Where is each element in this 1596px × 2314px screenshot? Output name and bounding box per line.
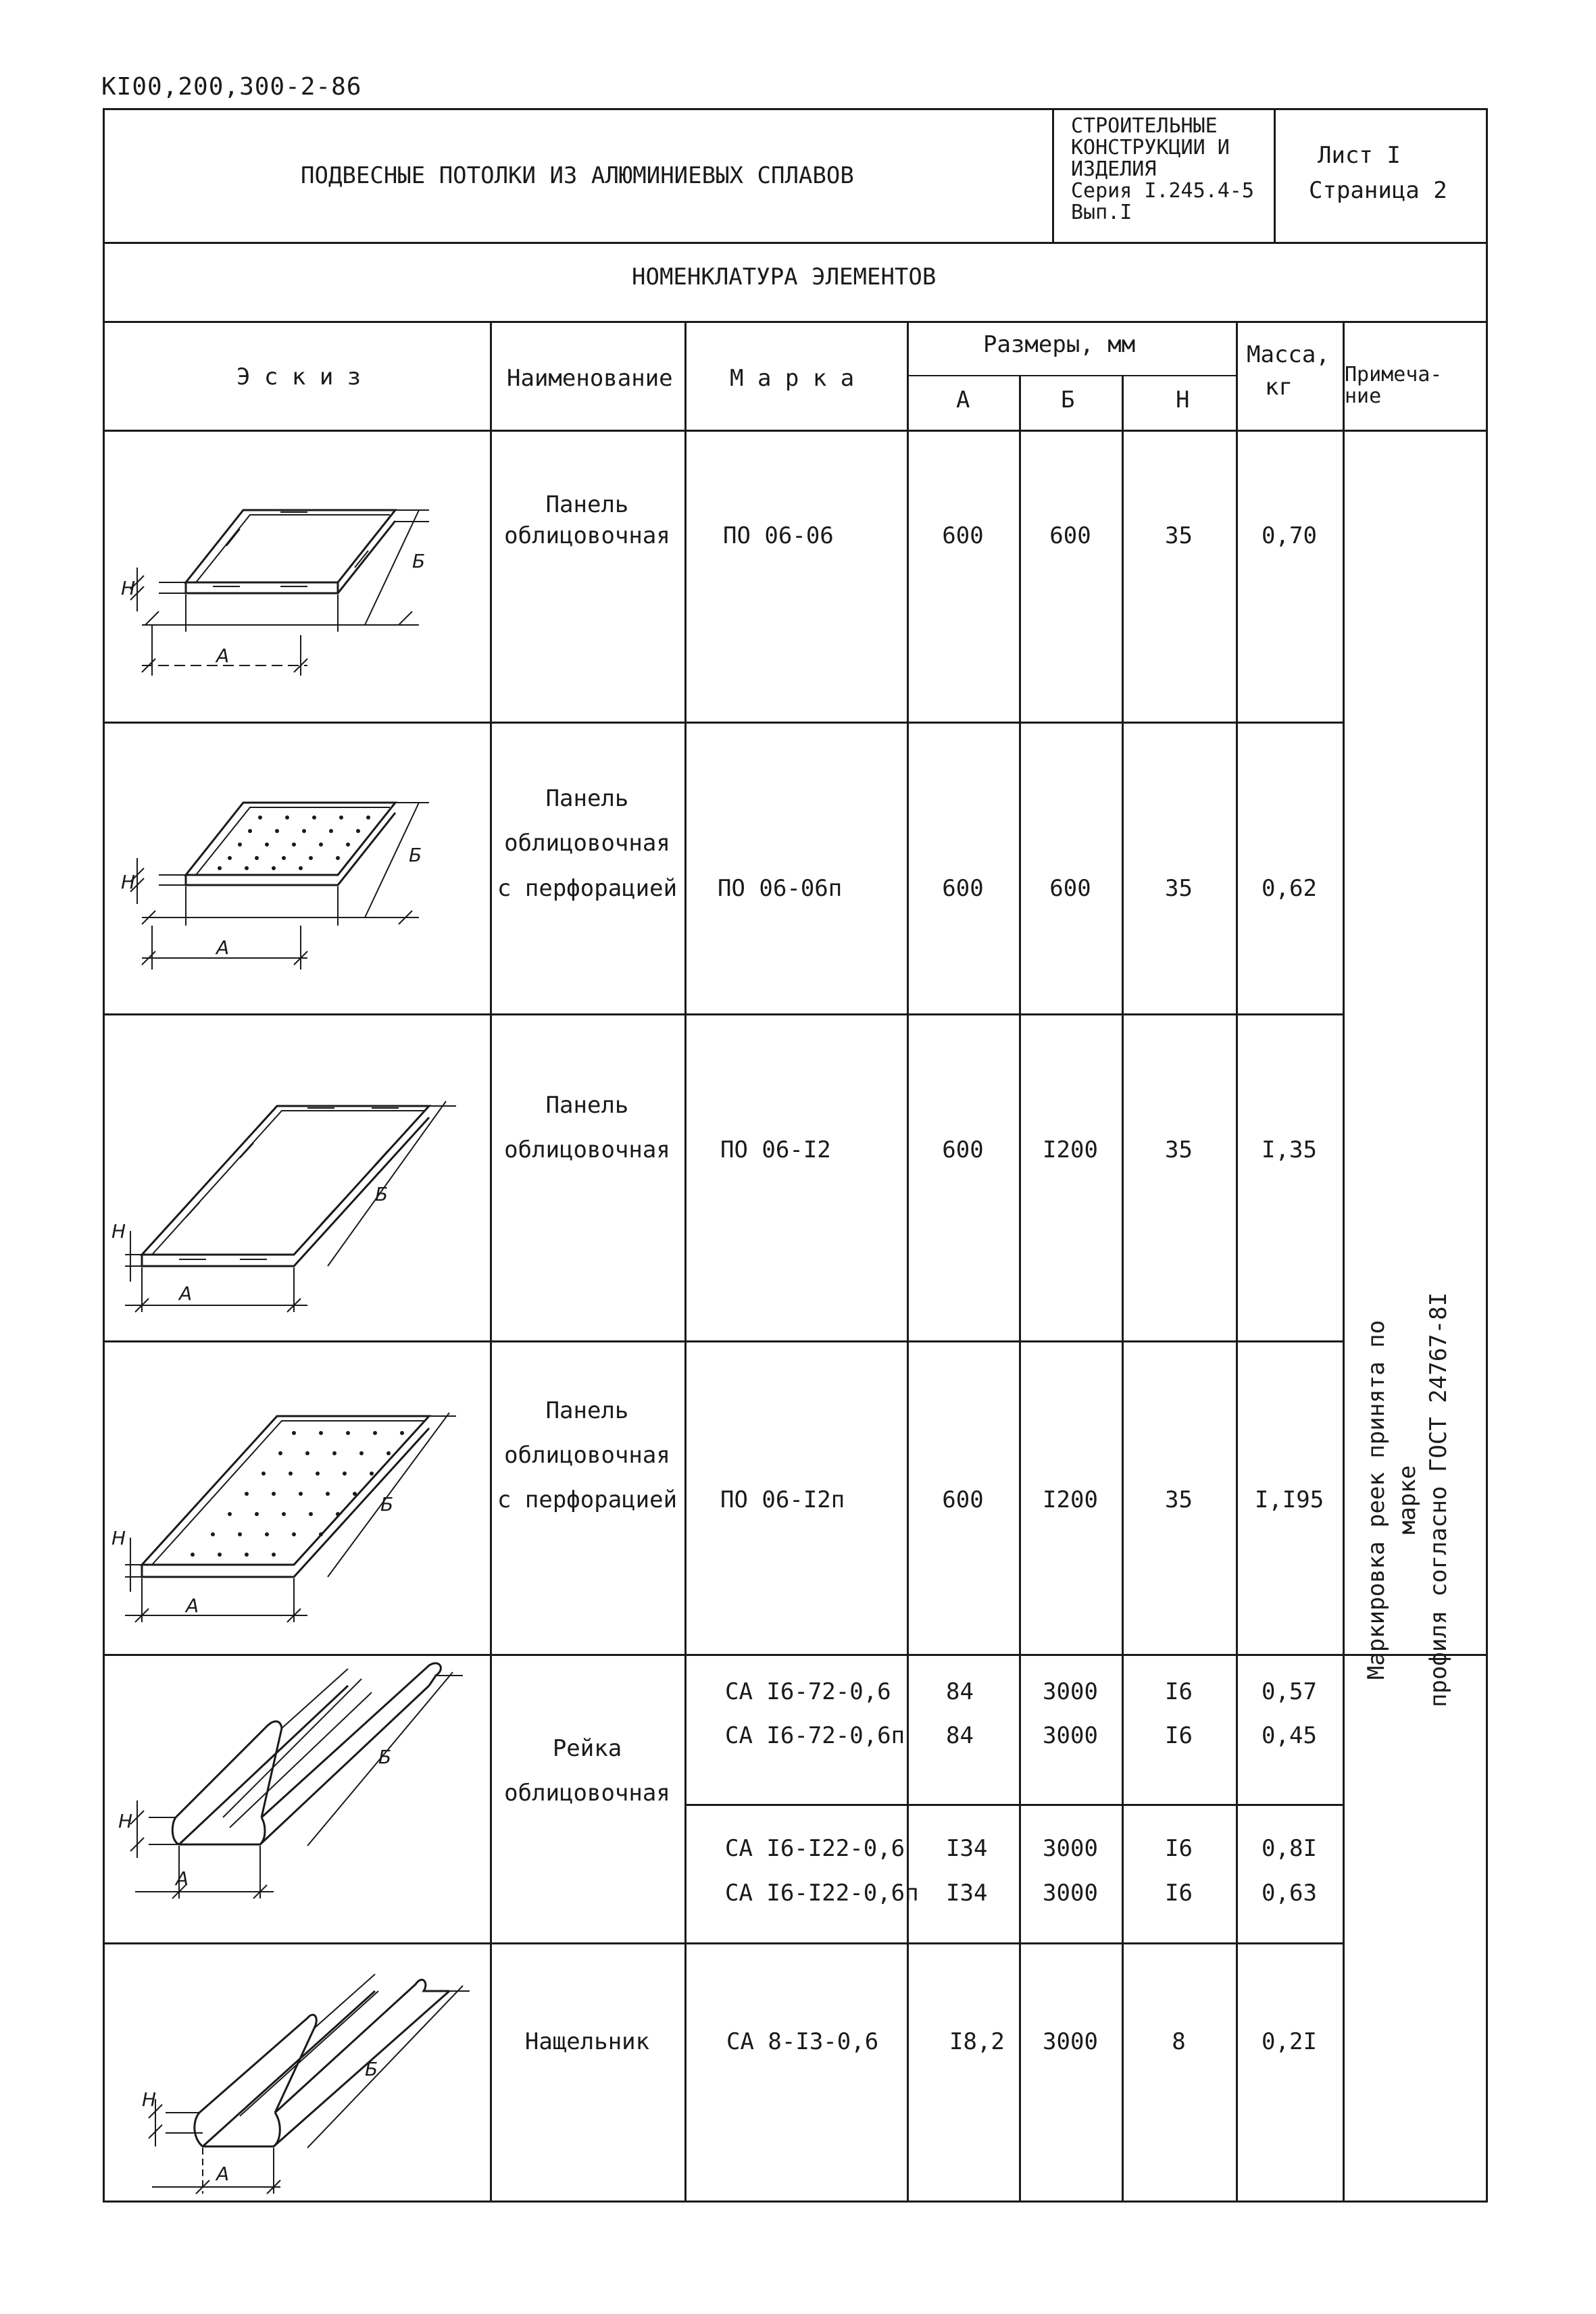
series-number: Серия I.245.4-5 [1071, 179, 1254, 203]
column-header-divider [103, 430, 1488, 432]
row3-name-1: Панель [545, 1092, 629, 1119]
row2-mark: ПО 06-06п [718, 875, 843, 902]
row5d-a: I34 [946, 1880, 988, 1907]
sketch5-h-label: Н [118, 1810, 133, 1832]
row1-name-2: облицовочная [504, 522, 670, 549]
row5d-mass: 0,63 [1262, 1880, 1317, 1907]
row4-mark: ПО 06-I2п [720, 1486, 845, 1513]
row5c-a: I34 [946, 1835, 988, 1862]
row3-mass: I,35 [1262, 1136, 1317, 1163]
document-title: ПОДВЕСНЫЕ ПОТОЛКИ ИЗ АЛЮМИНИЕВЫХ СПЛАВОВ [301, 162, 854, 189]
row5b-a: 84 [946, 1722, 974, 1749]
row5a-h: I6 [1165, 1678, 1193, 1705]
sheet-number: Лист I [1318, 142, 1401, 169]
row6-mass: 0,2I [1262, 2028, 1317, 2055]
sketch-gap-cover [105, 1944, 490, 2200]
row6-b: 3000 [1043, 2028, 1098, 2055]
category-line-2: КОНСТРУКЦИИ И [1071, 136, 1230, 159]
section-title: НОМЕНКЛАТУРА ЭЛЕМЕНТОВ [632, 263, 937, 291]
header-vdivider-2 [1274, 108, 1276, 242]
row1-b: 600 [1049, 522, 1091, 549]
row3-mark: ПО 06-I2 [720, 1136, 831, 1163]
row3-a: 600 [942, 1136, 984, 1163]
col-mark: М а р к а [730, 365, 855, 392]
sketch-ceiling-rail [105, 1655, 490, 1942]
sketch5-a-label: А [176, 1867, 189, 1890]
sketch1-a-label: А [216, 645, 230, 667]
row1-mark: ПО 06-06 [723, 522, 834, 549]
sketch3-a-label: А [179, 1282, 193, 1305]
row4-h: 35 [1165, 1486, 1193, 1513]
sketch4-a-label: А [186, 1594, 199, 1617]
row5c-mass: 0,8I [1262, 1835, 1317, 1862]
row5a-a: 84 [946, 1678, 974, 1705]
row3-name-2: облицовочная [504, 1136, 670, 1163]
sketch1-b-label: Б [412, 550, 426, 572]
sketch1-h-label: Н [121, 577, 136, 599]
row4-name-3: с перфорацией [497, 1486, 678, 1513]
row4-b: I200 [1043, 1486, 1098, 1513]
issue-number: Вып.I [1071, 201, 1132, 224]
vline-h-mass [1236, 321, 1238, 2203]
col-mass-unit: кг [1265, 374, 1293, 401]
vline-b-h [1122, 375, 1124, 2203]
col-dimensions: Размеры, мм [983, 331, 1136, 358]
rail-note-line-2: профиля согласно ГОСТ 24767-8I [1424, 1292, 1452, 1708]
header-divider [103, 242, 1488, 244]
row5b-h: I6 [1165, 1722, 1193, 1749]
sketch2-b-label: Б [409, 844, 422, 866]
sketch-panel-600x600 [105, 432, 490, 722]
row6-h: 8 [1172, 2028, 1186, 2055]
sketch6-h-label: Н [142, 2088, 157, 2111]
row1-mass: 0,70 [1262, 522, 1317, 549]
sketch3-b-label: Б [375, 1183, 389, 1205]
col-b: Б [1061, 386, 1075, 413]
row2-name-3: с перфорацией [497, 875, 678, 902]
row5d-b: 3000 [1043, 1880, 1098, 1907]
row1-a: 600 [942, 522, 984, 549]
row2-h: 35 [1165, 875, 1193, 902]
sketch-panel-600x600-perforated [105, 723, 490, 1013]
sketch5-b-label: Б [378, 1746, 392, 1768]
col-h: Н [1176, 386, 1190, 413]
row4-name-1: Панель [545, 1397, 629, 1424]
row2-a: 600 [942, 875, 984, 902]
col-mass: Масса, [1247, 341, 1330, 368]
row2-mass: 0,62 [1262, 875, 1317, 902]
row4-mass: I,I95 [1254, 1486, 1324, 1513]
row1-h: 35 [1165, 522, 1193, 549]
row5c-mark: СА I6-I22-0,6 [725, 1835, 905, 1862]
row3-b: I200 [1043, 1136, 1098, 1163]
col-note-2: ние [1345, 384, 1382, 408]
sketch-panel-600x1200-perforated [105, 1342, 490, 1654]
col-sketch: Э с к и з [236, 363, 361, 391]
row5c-b: 3000 [1043, 1835, 1098, 1862]
sketch-panel-600x1200 [105, 1015, 490, 1340]
vline-sketch-name [490, 321, 492, 2203]
row5a-mass: 0,57 [1262, 1678, 1317, 1705]
col-note: Примеча- [1345, 363, 1443, 386]
header-vdivider-1 [1052, 108, 1054, 242]
row4-name-2: облицовочная [504, 1442, 670, 1469]
row3-h: 35 [1165, 1136, 1193, 1163]
document-code: КI00,200,300-2-86 [101, 73, 362, 101]
sketch3-h-label: Н [111, 1220, 126, 1242]
row6-name-1: Нащельник [524, 2028, 650, 2055]
row-divider-rail-sub [684, 1804, 1343, 1806]
sketch2-h-label: Н [121, 871, 136, 893]
sketch6-b-label: Б [365, 2058, 378, 2080]
row6-a: I8,2 [949, 2028, 1005, 2055]
category-line-1: СТРОИТЕЛЬНЫЕ [1071, 114, 1218, 138]
row1-name-1: Панель [545, 491, 629, 518]
row5d-mark: СА I6-I22-0,6п [725, 1880, 919, 1907]
vline-name-mark [684, 321, 687, 2203]
vline-a-b [1019, 375, 1021, 2203]
vline-mass-note [1343, 321, 1345, 2203]
row5c-h: I6 [1165, 1835, 1193, 1862]
sketch4-h-label: Н [111, 1527, 126, 1549]
row2-name-1: Панель [545, 785, 629, 812]
sketch4-b-label: Б [380, 1493, 394, 1515]
row2-b: 600 [1049, 875, 1091, 902]
row5-name-2: облицовочная [504, 1780, 670, 1807]
row5b-mark: СА I6-72-0,6п [725, 1722, 905, 1749]
col-name: Наименование [507, 365, 673, 392]
rail-note [1362, 1284, 1455, 1716]
page-number: Страница 2 [1309, 177, 1447, 204]
row2-name-2: облицовочная [504, 830, 670, 857]
section-divider [103, 321, 1488, 323]
row5d-h: I6 [1165, 1880, 1193, 1907]
dims-subheader-divider [907, 375, 1236, 376]
sketch2-a-label: А [216, 936, 230, 959]
row6-mark: СА 8-I3-0,6 [726, 2028, 879, 2055]
row5a-mark: СА I6-72-0,6 [725, 1678, 891, 1705]
row5a-b: 3000 [1043, 1678, 1098, 1705]
vline-mark-a [907, 321, 909, 2203]
row4-a: 600 [942, 1486, 984, 1513]
rail-note-line-1: Маркировка реек принята по марке [1363, 1319, 1421, 1680]
category-line-3: ИЗДЕЛИЯ [1071, 157, 1157, 181]
row5b-mass: 0,45 [1262, 1722, 1317, 1749]
row5-name-1: Рейка [552, 1735, 622, 1762]
sketch6-a-label: А [216, 2163, 230, 2185]
row5b-b: 3000 [1043, 1722, 1098, 1749]
col-a: А [956, 386, 970, 413]
